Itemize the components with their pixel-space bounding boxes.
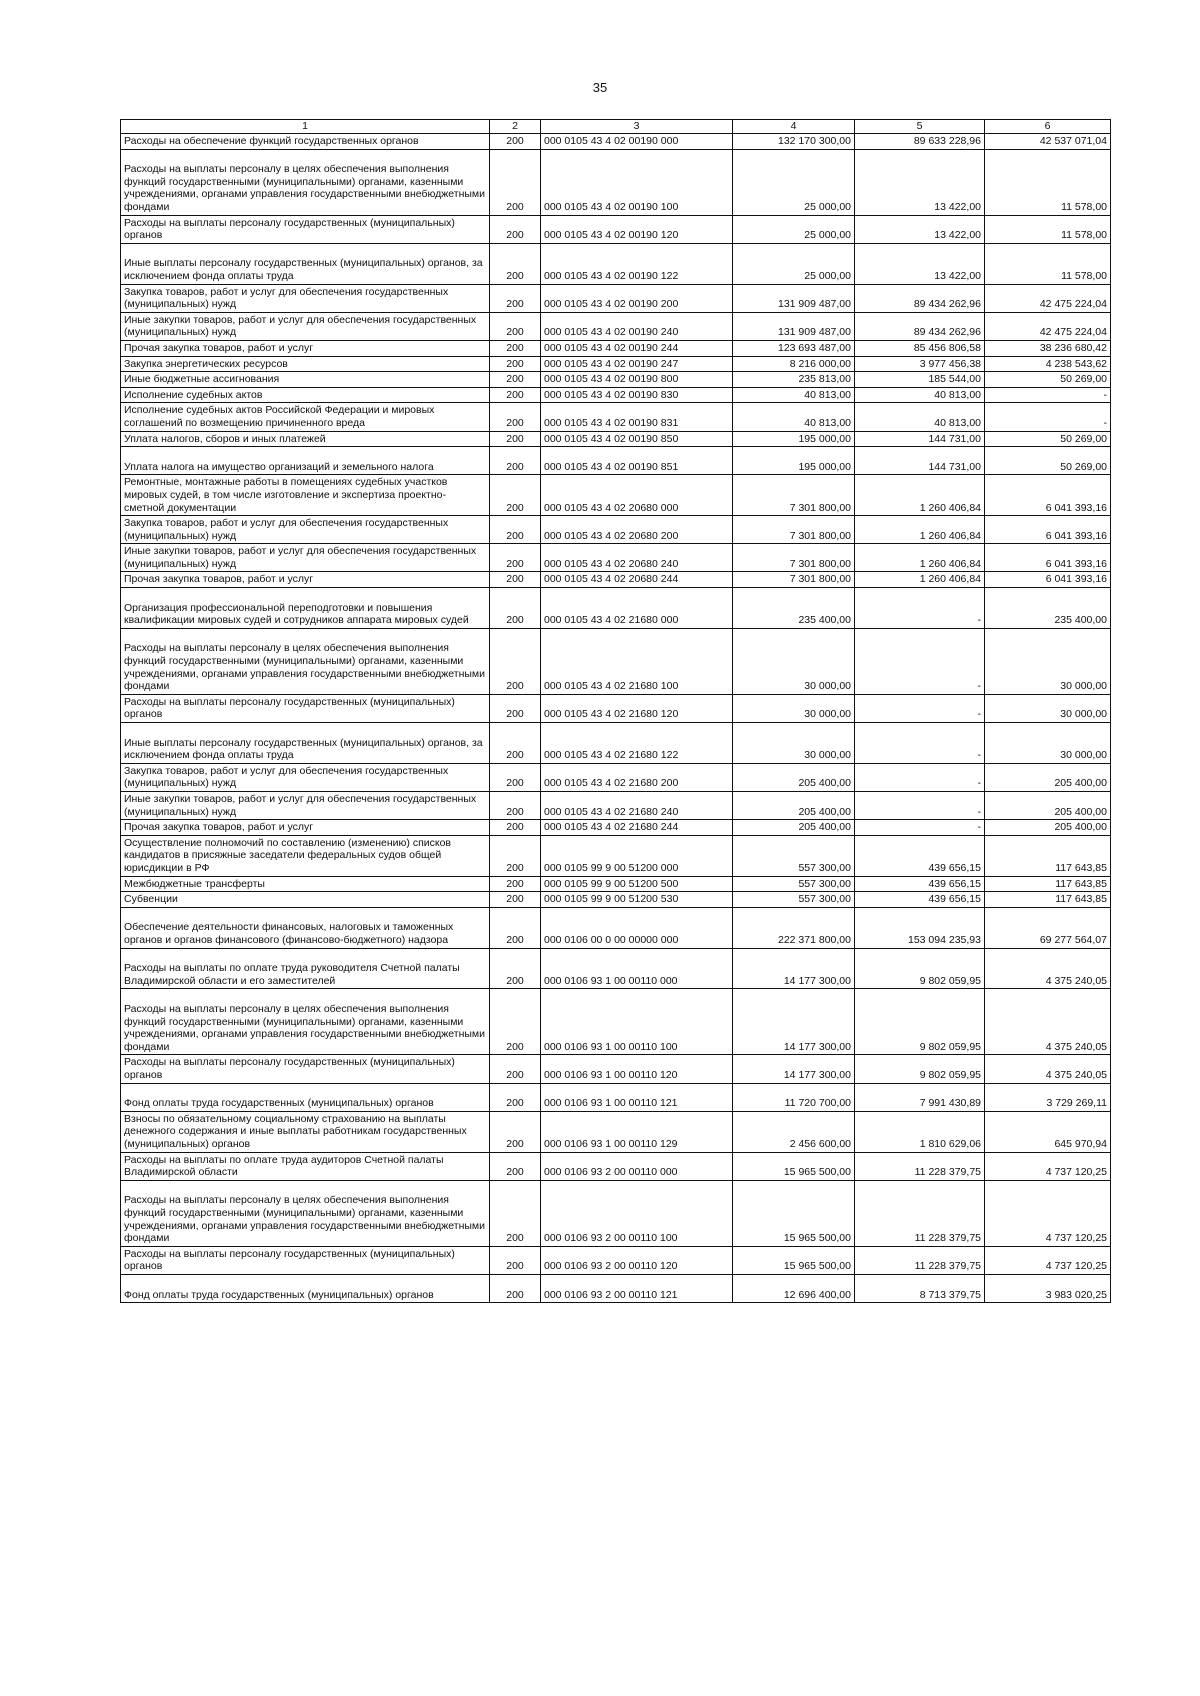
row-description: Прочая закупка товаров, работ и услуг (121, 340, 490, 356)
table-row (121, 447, 1111, 475)
row-description: Субвенции (121, 892, 490, 908)
table-row (121, 431, 1111, 447)
row-approved-amount: 557 300,00 (733, 876, 855, 892)
row-unexecuted-amount: - (985, 387, 1111, 403)
row-budget-code: 000 0106 93 2 00 00110 100 (541, 1180, 733, 1246)
table-row (121, 149, 1111, 215)
row-executed-amount: 1 260 406,84 (855, 572, 985, 588)
row-unexecuted-amount: 4 375 240,05 (985, 989, 1111, 1055)
row-line-code: 200 (490, 403, 541, 431)
row-budget-code: 000 0105 43 4 02 20680 200 (541, 516, 733, 544)
row-unexecuted-amount: 11 578,00 (985, 149, 1111, 215)
row-approved-amount: 15 965 500,00 (733, 1152, 855, 1180)
row-executed-amount: - (855, 792, 985, 820)
row-description: Расходы на выплаты по оплате труда руководителя Счетной палаты Владимирской области и его заместителей (121, 948, 490, 989)
row-budget-code: 000 0105 43 4 02 00190 120 (541, 215, 733, 243)
row-executed-amount: 89 633 228,96 (855, 134, 985, 150)
table-row (121, 372, 1111, 388)
row-executed-amount: 11 228 379,75 (855, 1246, 985, 1274)
row-budget-code: 000 0105 43 4 02 21680 120 (541, 694, 733, 722)
row-line-code: 200 (490, 312, 541, 340)
row-budget-code: 000 0105 99 9 00 51200 000 (541, 835, 733, 876)
row-unexecuted-amount: - (985, 403, 1111, 431)
col-header-1: 1 (121, 120, 490, 134)
row-approved-amount: 14 177 300,00 (733, 948, 855, 989)
row-line-code: 200 (490, 544, 541, 572)
table-row (121, 723, 1111, 764)
table-row (121, 948, 1111, 989)
row-description: Взносы по обязательному социальному страхованию на выплаты денежного содержания и иные выплаты работникам государственных (муниципальных) органов (121, 1111, 490, 1152)
table-row (121, 1111, 1111, 1152)
row-unexecuted-amount: 3 729 269,11 (985, 1083, 1111, 1111)
row-unexecuted-amount: 30 000,00 (985, 628, 1111, 694)
row-unexecuted-amount: 6 041 393,16 (985, 516, 1111, 544)
row-line-code: 200 (490, 1274, 541, 1302)
row-budget-code: 000 0105 43 4 02 00190 800 (541, 372, 733, 388)
row-approved-amount: 123 693 487,00 (733, 340, 855, 356)
row-executed-amount: 1 810 629,06 (855, 1111, 985, 1152)
table-row (121, 356, 1111, 372)
row-line-code: 200 (490, 284, 541, 312)
row-executed-amount: 40 813,00 (855, 387, 985, 403)
page-number: 35 (592, 80, 608, 95)
row-approved-amount: 2 456 600,00 (733, 1111, 855, 1152)
row-approved-amount: 14 177 300,00 (733, 1055, 855, 1083)
row-unexecuted-amount: 4 737 120,25 (985, 1246, 1111, 1274)
row-description: Расходы на выплаты персоналу в целях обеспечения выполнения функций государственными (муниципальными) органами, казенными учреждениями, органами управления государственными внебюджетными фондами (121, 989, 490, 1055)
row-line-code: 200 (490, 356, 541, 372)
table-row (121, 1180, 1111, 1246)
row-line-code: 200 (490, 1246, 541, 1274)
row-executed-amount: 439 656,15 (855, 835, 985, 876)
row-approved-amount: 557 300,00 (733, 892, 855, 908)
row-description: Уплата налога на имущество организаций и земельного налога (121, 447, 490, 475)
row-description: Расходы на выплаты персоналу государственных (муниципальных) органов (121, 694, 490, 722)
row-unexecuted-amount: 4 737 120,25 (985, 1180, 1111, 1246)
row-description: Расходы на обеспечение функций государственных органов (121, 134, 490, 150)
row-line-code: 200 (490, 340, 541, 356)
row-budget-code: 000 0106 93 2 00 00110 120 (541, 1246, 733, 1274)
row-description: Иные выплаты персоналу государственных (муниципальных) органов, за исключением фонда оплаты труда (121, 243, 490, 284)
row-unexecuted-amount: 30 000,00 (985, 723, 1111, 764)
table-row (121, 892, 1111, 908)
table-row (121, 835, 1111, 876)
row-line-code: 200 (490, 1055, 541, 1083)
table-row (121, 312, 1111, 340)
row-approved-amount: 30 000,00 (733, 628, 855, 694)
table-row (121, 340, 1111, 356)
row-description: Организация профессиональной переподготовки и повышения квалификации мировых судей и сотрудников аппарата мировых судей (121, 588, 490, 629)
row-executed-amount: 153 094 235,93 (855, 907, 985, 948)
row-budget-code: 000 0105 43 4 02 21680 000 (541, 588, 733, 629)
table-row (121, 1274, 1111, 1302)
row-approved-amount: 222 371 800,00 (733, 907, 855, 948)
row-executed-amount: 11 228 379,75 (855, 1180, 985, 1246)
row-budget-code: 000 0105 99 9 00 51200 500 (541, 876, 733, 892)
row-executed-amount: 7 991 430,89 (855, 1083, 985, 1111)
row-executed-amount: 9 802 059,95 (855, 1055, 985, 1083)
row-budget-code: 000 0105 43 4 02 00190 200 (541, 284, 733, 312)
row-description: Расходы на выплаты персоналу государственных (муниципальных) органов (121, 1055, 490, 1083)
row-description: Иные бюджетные ассигнования (121, 372, 490, 388)
row-budget-code: 000 0106 93 1 00 00110 129 (541, 1111, 733, 1152)
row-approved-amount: 7 301 800,00 (733, 572, 855, 588)
row-description: Закупка товаров, работ и услуг для обеспечения государственных (муниципальных) нужд (121, 516, 490, 544)
table-row (121, 1055, 1111, 1083)
row-executed-amount: 439 656,15 (855, 876, 985, 892)
row-approved-amount: 205 400,00 (733, 792, 855, 820)
row-line-code: 200 (490, 215, 541, 243)
row-approved-amount: 235 813,00 (733, 372, 855, 388)
row-executed-amount: 3 977 456,38 (855, 356, 985, 372)
row-executed-amount: 85 456 806,58 (855, 340, 985, 356)
row-unexecuted-amount: 645 970,94 (985, 1111, 1111, 1152)
row-line-code: 200 (490, 820, 541, 836)
row-line-code: 200 (490, 876, 541, 892)
row-unexecuted-amount: 6 041 393,16 (985, 544, 1111, 572)
row-approved-amount: 195 000,00 (733, 431, 855, 447)
row-line-code: 200 (490, 447, 541, 475)
row-description: Иные закупки товаров, работ и услуг для обеспечения государственных (муниципальных) нужд (121, 312, 490, 340)
row-approved-amount: 14 177 300,00 (733, 989, 855, 1055)
row-approved-amount: 40 813,00 (733, 403, 855, 431)
row-line-code: 200 (490, 892, 541, 908)
row-unexecuted-amount: 3 983 020,25 (985, 1274, 1111, 1302)
row-approved-amount: 557 300,00 (733, 835, 855, 876)
table-row (121, 387, 1111, 403)
row-description: Фонд оплаты труда государственных (муниципальных) органов (121, 1083, 490, 1111)
row-line-code: 200 (490, 948, 541, 989)
row-executed-amount: 185 544,00 (855, 372, 985, 388)
table-row (121, 1152, 1111, 1180)
row-unexecuted-amount: 38 236 680,42 (985, 340, 1111, 356)
row-line-code: 200 (490, 588, 541, 629)
col-header-4: 4 (733, 120, 855, 134)
row-line-code: 200 (490, 1083, 541, 1111)
row-executed-amount: 89 434 262,96 (855, 312, 985, 340)
table-row (121, 403, 1111, 431)
row-line-code: 200 (490, 387, 541, 403)
row-unexecuted-amount: 50 269,00 (985, 431, 1111, 447)
row-unexecuted-amount: 205 400,00 (985, 820, 1111, 836)
row-executed-amount: - (855, 723, 985, 764)
row-approved-amount: 30 000,00 (733, 723, 855, 764)
row-description: Осуществление полномочий по составлению (изменению) списков кандидатов в присяжные заседатели федеральных судов общей юрисдикции в РФ (121, 835, 490, 876)
row-unexecuted-amount: 117 643,85 (985, 876, 1111, 892)
row-budget-code: 000 0105 43 4 02 00190 850 (541, 431, 733, 447)
row-budget-code: 000 0106 93 1 00 00110 100 (541, 989, 733, 1055)
col-header-6: 6 (985, 120, 1111, 134)
row-executed-amount: 13 422,00 (855, 243, 985, 284)
row-budget-code: 000 0106 93 1 00 00110 000 (541, 948, 733, 989)
table-body (121, 134, 1111, 1303)
table-row (121, 243, 1111, 284)
row-approved-amount: 7 301 800,00 (733, 516, 855, 544)
row-unexecuted-amount: 42 475 224,04 (985, 284, 1111, 312)
row-description: Расходы на выплаты персоналу в целях обеспечения выполнения функций государственными (муниципальными) органами, казенными учреждениями, органами управления государственными внебюджетными фондами (121, 149, 490, 215)
table-row (121, 572, 1111, 588)
row-description: Расходы на выплаты персоналу государственных (муниципальных) органов (121, 215, 490, 243)
row-budget-code: 000 0106 93 2 00 00110 121 (541, 1274, 733, 1302)
row-budget-code: 000 0105 43 4 02 20680 244 (541, 572, 733, 588)
row-unexecuted-amount: 30 000,00 (985, 694, 1111, 722)
row-executed-amount: 9 802 059,95 (855, 948, 985, 989)
row-approved-amount: 7 301 800,00 (733, 544, 855, 572)
row-budget-code: 000 0105 43 4 02 21680 100 (541, 628, 733, 694)
row-line-code: 200 (490, 243, 541, 284)
row-description: Прочая закупка товаров, работ и услуг (121, 820, 490, 836)
row-unexecuted-amount: 50 269,00 (985, 447, 1111, 475)
row-executed-amount: 1 260 406,84 (855, 516, 985, 544)
row-description: Исполнение судебных актов (121, 387, 490, 403)
row-line-code: 200 (490, 431, 541, 447)
table-row (121, 516, 1111, 544)
row-approved-amount: 15 965 500,00 (733, 1180, 855, 1246)
row-description: Расходы на выплаты по оплате труда аудиторов Счетной палаты Владимирской области (121, 1152, 490, 1180)
row-executed-amount: - (855, 763, 985, 791)
row-executed-amount: 439 656,15 (855, 892, 985, 908)
row-description: Расходы на выплаты персоналу в целях обеспечения выполнения функций государственными (муниципальными) органами, казенными учреждениями, органами управления государственными внебюджетными фондами (121, 1180, 490, 1246)
row-line-code: 200 (490, 1111, 541, 1152)
row-approved-amount: 8 216 000,00 (733, 356, 855, 372)
row-executed-amount: 1 260 406,84 (855, 544, 985, 572)
row-line-code: 200 (490, 1152, 541, 1180)
row-executed-amount: - (855, 628, 985, 694)
table-row (121, 989, 1111, 1055)
table-row (121, 628, 1111, 694)
row-description: Ремонтные, монтажные работы в помещениях судебных участков мировых судей, в том числе изготовление и экспертиза проектно-сметной документации (121, 475, 490, 516)
row-budget-code: 000 0105 43 4 02 21680 200 (541, 763, 733, 791)
row-executed-amount: - (855, 820, 985, 836)
table-row (121, 475, 1111, 516)
row-budget-code: 000 0106 00 0 00 00000 000 (541, 907, 733, 948)
table-row (121, 284, 1111, 312)
row-unexecuted-amount: 6 041 393,16 (985, 475, 1111, 516)
row-line-code: 200 (490, 989, 541, 1055)
row-unexecuted-amount: 4 375 240,05 (985, 948, 1111, 989)
row-executed-amount: 144 731,00 (855, 447, 985, 475)
row-description: Межбюджетные трансферты (121, 876, 490, 892)
row-budget-code: 000 0105 99 9 00 51200 530 (541, 892, 733, 908)
row-budget-code: 000 0105 43 4 02 00190 000 (541, 134, 733, 150)
row-budget-code: 000 0106 93 2 00 00110 000 (541, 1152, 733, 1180)
row-unexecuted-amount: 11 578,00 (985, 215, 1111, 243)
row-line-code: 200 (490, 628, 541, 694)
row-description: Прочая закупка товаров, работ и услуг (121, 572, 490, 588)
row-budget-code: 000 0105 43 4 02 21680 122 (541, 723, 733, 764)
row-approved-amount: 7 301 800,00 (733, 475, 855, 516)
row-line-code: 200 (490, 835, 541, 876)
row-unexecuted-amount: 117 643,85 (985, 835, 1111, 876)
row-line-code: 200 (490, 1180, 541, 1246)
row-unexecuted-amount: 42 475 224,04 (985, 312, 1111, 340)
row-budget-code: 000 0105 43 4 02 00190 831 (541, 403, 733, 431)
row-description: Фонд оплаты труда государственных (муниципальных) органов (121, 1274, 490, 1302)
row-unexecuted-amount: 205 400,00 (985, 763, 1111, 791)
table-row (121, 588, 1111, 629)
row-executed-amount: 40 813,00 (855, 403, 985, 431)
row-budget-code: 000 0106 93 1 00 00110 121 (541, 1083, 733, 1111)
row-budget-code: 000 0105 43 4 02 21680 240 (541, 792, 733, 820)
col-header-5: 5 (855, 120, 985, 134)
row-line-code: 200 (490, 134, 541, 150)
row-line-code: 200 (490, 792, 541, 820)
col-header-3: 3 (541, 120, 733, 134)
row-executed-amount: 11 228 379,75 (855, 1152, 985, 1180)
row-executed-amount: 144 731,00 (855, 431, 985, 447)
header-row (121, 120, 1111, 134)
row-executed-amount: 13 422,00 (855, 215, 985, 243)
row-unexecuted-amount: 11 578,00 (985, 243, 1111, 284)
row-approved-amount: 131 909 487,00 (733, 312, 855, 340)
row-approved-amount: 11 720 700,00 (733, 1083, 855, 1111)
row-unexecuted-amount: 4 375 240,05 (985, 1055, 1111, 1083)
row-budget-code: 000 0105 43 4 02 00190 244 (541, 340, 733, 356)
budget-table (120, 119, 1111, 1303)
table-row (121, 792, 1111, 820)
row-description: Расходы на выплаты персоналу государственных (муниципальных) органов (121, 1246, 490, 1274)
row-approved-amount: 205 400,00 (733, 820, 855, 836)
row-executed-amount: - (855, 588, 985, 629)
table-row (121, 876, 1111, 892)
row-unexecuted-amount: 205 400,00 (985, 792, 1111, 820)
table-row (121, 1246, 1111, 1274)
row-executed-amount: - (855, 694, 985, 722)
row-unexecuted-amount: 69 277 564,07 (985, 907, 1111, 948)
row-budget-code: 000 0105 43 4 02 00190 122 (541, 243, 733, 284)
row-unexecuted-amount: 50 269,00 (985, 372, 1111, 388)
row-approved-amount: 131 909 487,00 (733, 284, 855, 312)
table-row (121, 694, 1111, 722)
row-approved-amount: 132 170 300,00 (733, 134, 855, 150)
row-approved-amount: 12 696 400,00 (733, 1274, 855, 1302)
row-line-code: 200 (490, 907, 541, 948)
row-line-code: 200 (490, 763, 541, 791)
row-description: Исполнение судебных актов Российской Федерации и мировых соглашений по возмещению причиненного вреда (121, 403, 490, 431)
row-description: Закупка энергетических ресурсов (121, 356, 490, 372)
row-description: Иные выплаты персоналу государственных (муниципальных) органов, за исключением фонда оплаты труда (121, 723, 490, 764)
row-budget-code: 000 0105 43 4 02 00190 851 (541, 447, 733, 475)
row-executed-amount: 8 713 379,75 (855, 1274, 985, 1302)
row-approved-amount: 15 965 500,00 (733, 1246, 855, 1274)
row-executed-amount: 89 434 262,96 (855, 284, 985, 312)
table-row (121, 1083, 1111, 1111)
row-line-code: 200 (490, 694, 541, 722)
row-approved-amount: 195 000,00 (733, 447, 855, 475)
row-budget-code: 000 0105 43 4 02 00190 100 (541, 149, 733, 215)
row-line-code: 200 (490, 475, 541, 516)
row-budget-code: 000 0105 43 4 02 20680 240 (541, 544, 733, 572)
row-description: Иные закупки товаров, работ и услуг для обеспечения государственных (муниципальных) нужд (121, 792, 490, 820)
row-unexecuted-amount: 235 400,00 (985, 588, 1111, 629)
row-executed-amount: 1 260 406,84 (855, 475, 985, 516)
table-row (121, 820, 1111, 836)
row-description: Обеспечение деятельности финансовых, налоговых и таможенных органов и органов финансового (финансово-бюджетного) надзора (121, 907, 490, 948)
row-description: Расходы на выплаты персоналу в целях обеспечения выполнения функций государственными (муниципальными) органами, казенными учреждениями, органами управления государственными внебюджетными фондами (121, 628, 490, 694)
row-approved-amount: 205 400,00 (733, 763, 855, 791)
row-executed-amount: 13 422,00 (855, 149, 985, 215)
row-description: Закупка товаров, работ и услуг для обеспечения государственных (муниципальных) нужд (121, 284, 490, 312)
row-unexecuted-amount: 117 643,85 (985, 892, 1111, 908)
row-unexecuted-amount: 6 041 393,16 (985, 572, 1111, 588)
row-unexecuted-amount: 4 238 543,62 (985, 356, 1111, 372)
row-approved-amount: 25 000,00 (733, 149, 855, 215)
row-budget-code: 000 0105 43 4 02 20680 000 (541, 475, 733, 516)
row-budget-code: 000 0105 43 4 02 00190 240 (541, 312, 733, 340)
table-row (121, 544, 1111, 572)
row-approved-amount: 25 000,00 (733, 243, 855, 284)
row-budget-code: 000 0105 43 4 02 00190 830 (541, 387, 733, 403)
row-budget-code: 000 0105 43 4 02 21680 244 (541, 820, 733, 836)
row-unexecuted-amount: 4 737 120,25 (985, 1152, 1111, 1180)
row-approved-amount: 40 813,00 (733, 387, 855, 403)
row-approved-amount: 235 400,00 (733, 588, 855, 629)
col-header-2: 2 (490, 120, 541, 134)
row-description: Закупка товаров, работ и услуг для обеспечения государственных (муниципальных) нужд (121, 763, 490, 791)
row-description: Уплата налогов, сборов и иных платежей (121, 431, 490, 447)
table-row (121, 215, 1111, 243)
table-row (121, 134, 1111, 150)
row-line-code: 200 (490, 372, 541, 388)
row-budget-code: 000 0106 93 1 00 00110 120 (541, 1055, 733, 1083)
row-line-code: 200 (490, 516, 541, 544)
row-line-code: 200 (490, 149, 541, 215)
row-approved-amount: 25 000,00 (733, 215, 855, 243)
row-executed-amount: 9 802 059,95 (855, 989, 985, 1055)
table-row (121, 907, 1111, 948)
table-row (121, 763, 1111, 791)
row-approved-amount: 30 000,00 (733, 694, 855, 722)
row-line-code: 200 (490, 723, 541, 764)
row-description: Иные закупки товаров, работ и услуг для обеспечения государственных (муниципальных) нужд (121, 544, 490, 572)
row-line-code: 200 (490, 572, 541, 588)
row-budget-code: 000 0105 43 4 02 00190 247 (541, 356, 733, 372)
row-unexecuted-amount: 42 537 071,04 (985, 134, 1111, 150)
